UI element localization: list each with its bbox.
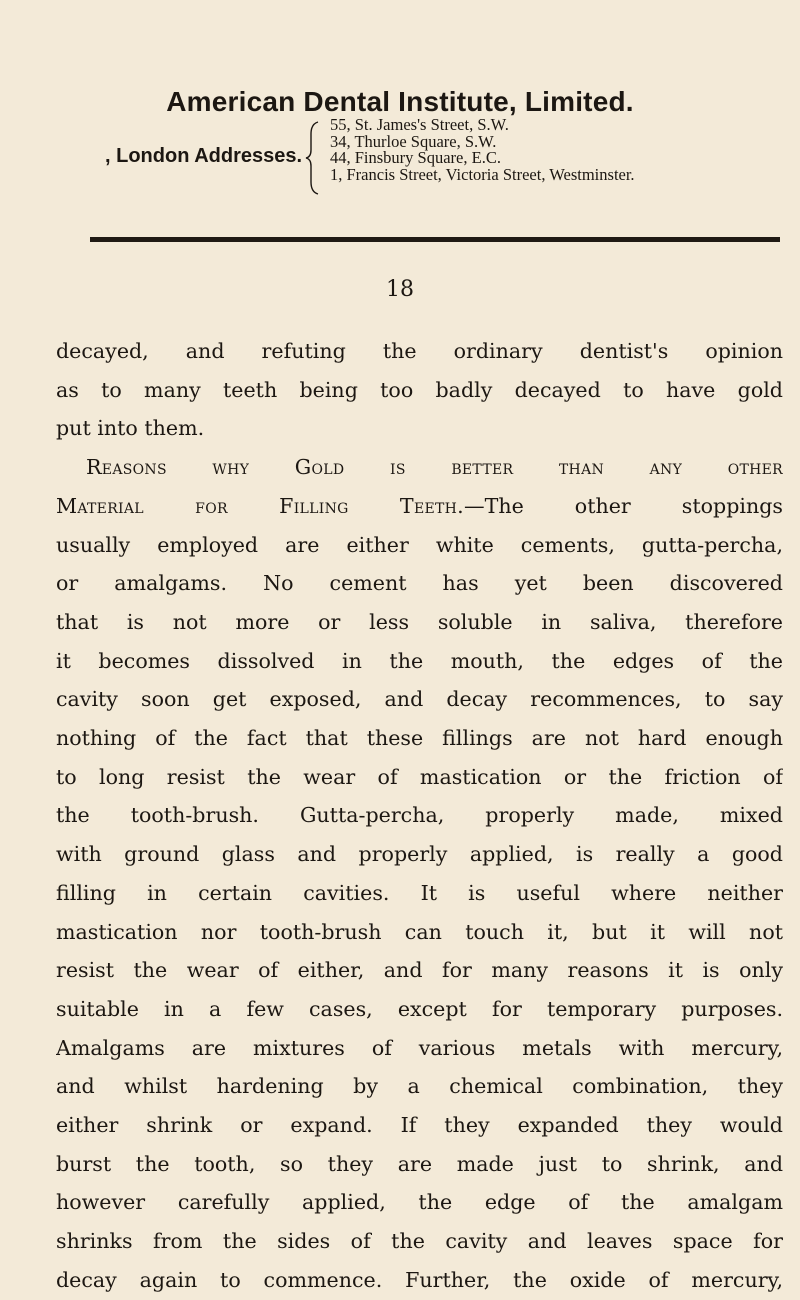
text-line: filling in certain cavities. It is useful where neither	[56, 880, 783, 905]
text-line: either shrink or expand. If they expanded they would	[56, 1113, 783, 1138]
addresses-label: , London Addresses.	[105, 145, 303, 167]
text-line: and whilst hardening by a chemical combination, they	[56, 1074, 783, 1099]
text-line: that is not more or less soluble in saliva, therefore	[56, 609, 783, 634]
text-run: —The other stoppings	[464, 493, 783, 518]
address-line: 34, Thurloe Square, S.W.	[330, 131, 497, 151]
header-rule	[90, 237, 780, 242]
body-text	[56, 332, 783, 1300]
text-line: however carefully applied, the edge of the amalgam	[56, 1190, 783, 1215]
text-line: or amalgams. No cement has yet been discovered	[56, 571, 783, 596]
text-line: mastication nor tooth-brush can touch it, but it will not	[56, 919, 783, 944]
address-line: 44, Finsbury Square, E.C.	[330, 148, 501, 167]
text-line: the tooth-brush. Gutta-percha, properly made, mixed	[56, 803, 783, 828]
text-line: decayed, and refuting the ordinary dentist's opinion	[56, 339, 783, 363]
text-line: put into them.	[56, 416, 205, 441]
text-line: decay again to commence. Further, the oxide of mercury,	[56, 1267, 783, 1292]
text-line: as to many teeth being too badly decayed to have gold	[56, 377, 783, 402]
header-title: American Dental Institute, Limited.	[166, 86, 634, 117]
page-number: 18	[386, 277, 414, 302]
brace-icon	[304, 120, 322, 196]
text-line: suitable in a few cases, except for temporary purposes.	[56, 996, 783, 1021]
text-line: it becomes dissolved in the mouth, the edges of the	[56, 648, 783, 673]
address-list	[330, 117, 635, 183]
section-heading-end: Material for Filling Teeth.	[56, 493, 464, 518]
text-line: resist the wear of either, and for many reasons it is only	[56, 958, 783, 983]
text-line: to long resist the wear of mastication or the friction of	[56, 764, 783, 789]
text-line: shrinks from the sides of the cavity and leaves space for	[56, 1229, 783, 1254]
text-line: with ground glass and properly applied, is really a good	[56, 842, 783, 867]
text-line: nothing of the fact that these fillings are not hard enough	[56, 726, 783, 751]
text-line: burst the tooth, so they are made just to shrink, and	[56, 1151, 783, 1176]
section-heading: Reasons why Gold is better than any other	[86, 455, 783, 480]
text-line	[56, 487, 783, 526]
text-line: usually employed are either white cements, gutta-percha,	[56, 532, 783, 557]
text-line: Amalgams are mixtures of various metals with mercury,	[56, 1035, 783, 1060]
address-line: 55, St. James's Street, S.W.	[330, 115, 509, 134]
text-line: cavity soon get exposed, and decay recommences, to say	[56, 687, 783, 712]
address-line: 1, Francis Street, Victoria Street, Westminster.	[330, 164, 635, 184]
